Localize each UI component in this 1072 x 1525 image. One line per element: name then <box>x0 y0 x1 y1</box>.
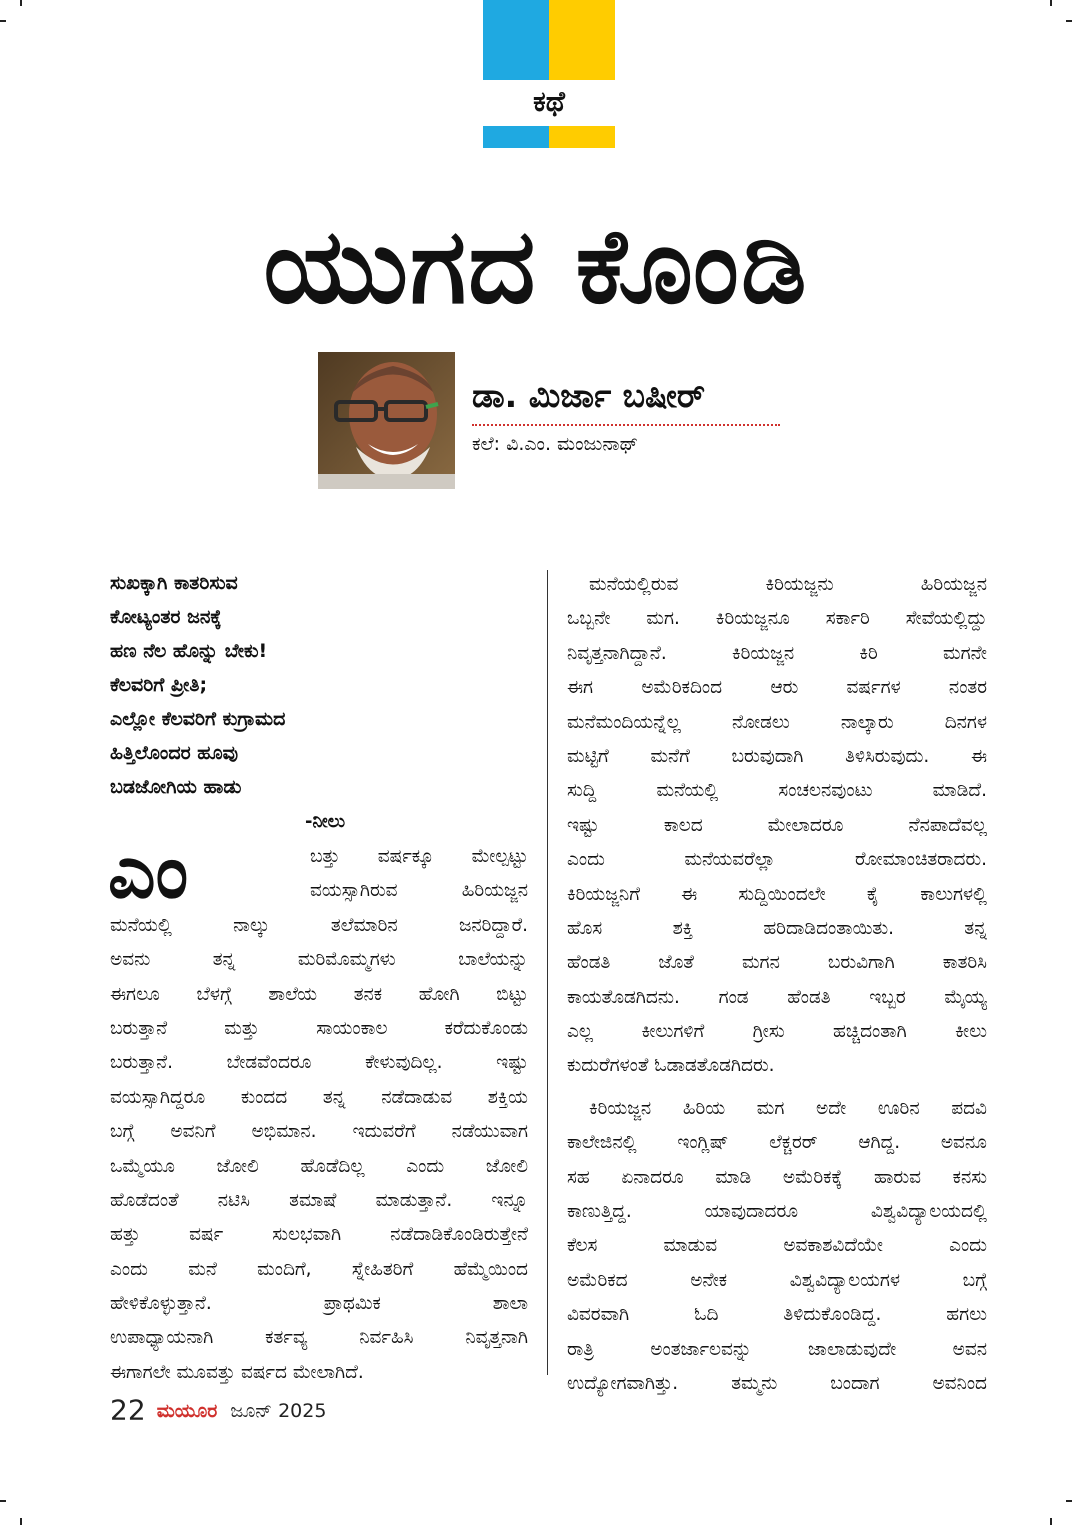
body-line: ಬರುತ್ತಾನೆ. ಬೇಡವೆಂದರೂ ಕೇಳುವುದಿಲ್ಲ. ಇಷ್ಟು <box>110 1052 528 1074</box>
body-line: ವಯಸ್ಸಾಗಿರುವ ಹಿರಿಯಜ್ಜನ <box>310 880 528 902</box>
body-line: ನಿವೃತ್ತನಾಗಿದ್ದಾನೆ. ಕಿರಿಯಜ್ಜನ ಕಿರಿ ಮಗನೇ <box>567 642 987 664</box>
body-line: ಬಗ್ಗೆ ಅವನಿಗೆ ಅಭಿಮಾನ. ಇದುವರೆಗೆ ನಡೆಯುವಾಗ <box>110 1121 528 1143</box>
body-line: ಕಿರಿಯಜ್ಜನಿಗೆ ಈ ಸುದ್ದಿಯಿಂದಲೇ ಕೈ ಕಾಲುಗಳಲ್ಲಿ <box>567 883 987 905</box>
page-number: 22 <box>110 1393 146 1427</box>
body-line: ವಯಸ್ಸಾಗಿದ್ದರೂ ಕುಂದದ ತನ್ನ ನಡೆದಾಡುವ ಶಕ್ತಿಯ <box>110 1086 528 1108</box>
tag-color-block-yellow <box>549 0 615 80</box>
body-line: ಕಾಲೇಜಿನಲ್ಲಿ ಇಂಗ್ಲಿಷ್ ಲೆಕ್ಚರರ್ ಆಗಿದ್ದ. ಅವನೂ <box>567 1132 987 1154</box>
poem-line: ಬಡಜೋಗಿಯ ಹಾಡು <box>110 776 242 798</box>
body-line: ರಾತ್ರಿ ಅಂತರ್ಜಾಲವನ್ನು ಜಾಲಾಡುವುದೇ ಅವನ <box>567 1338 987 1360</box>
story-title: ಯುಗದ ಕೊಂಡಿ <box>263 205 809 327</box>
body-line: ಉದ್ಯೋಗವಾಗಿತ್ತು. ತಮ್ಮನು ಬಂದಾಗ ಅವನಿಂದ <box>567 1372 987 1394</box>
paragraph-gap <box>567 1084 987 1092</box>
body-line: ಸುದ್ದಿ ಮನೆಯಲ್ಲಿ ಸಂಚಲನವುಂಟು ಮಾಡಿದೆ. <box>567 780 987 802</box>
author-name: ಡಾ. ಮಿರ್ಜಾ ಬಷೀರ್ <box>472 376 706 415</box>
body-line: ಬರುತ್ತಾನೆ ಮತ್ತು ಸಾಯಂಕಾಲ ಕರೆದುಕೊಂಡು <box>110 1017 528 1039</box>
crop-mark-bottom-left-v <box>20 1518 22 1525</box>
article-right-column <box>567 568 987 1401</box>
body-line: ವಿವರವಾಗಿ ಓದಿ ತಿಳಿದುಕೊಂಡಿದ್ದ. ಹಗಲು <box>567 1304 987 1326</box>
poem-line: ಕೋಟ್ಯಂತರ ಜನಕ್ಕೆ <box>110 606 222 628</box>
crop-mark-bottom-right-v <box>1050 1518 1052 1525</box>
section-tag <box>483 0 615 150</box>
body-line: ಹತ್ತು ವರ್ಷ ಸುಲಭವಾಗಿ ನಡೆದಾಡಿಕೊಂಡಿರುತ್ತೇನೆ <box>110 1224 528 1246</box>
body-line: ಎಂದು ಮನೆ ಮಂದಿಗೆ, ಸ್ನೇಹಿತರಿಗೆ ಹೆಮ್ಮೆಯಿಂದ <box>110 1258 528 1280</box>
tag-bar-yellow <box>549 126 615 148</box>
drop-cap: ಎಂ <box>108 829 189 915</box>
body-line: ಕಿರಿಯಜ್ಜನ ಹಿರಿಯ ಮಗ ಅದೇ ಊರಿನ ಪದವಿ <box>589 1097 987 1119</box>
body-line: ಕಾಯತೊಡಗಿದನು. ಗಂಡ ಹೆಂಡತಿ ಇಬ್ಬರ ಮೈಯ್ಯ <box>567 986 987 1008</box>
body-line: ಒಬ್ಬನೇ ಮಗ. ಕಿರಿಯಜ್ಜನೂ ಸರ್ಕಾರಿ ಸೇವೆಯಲ್ಲಿದ್ದು <box>567 608 987 630</box>
body-line: ಹೊಡೆದಂತೆ ನಟಿಸಿ ತಮಾಷೆ ಮಾಡುತ್ತಾನೆ. ಇನ್ನೂ <box>110 1189 528 1211</box>
issue-date: ಜೂನ್ 2025 <box>230 1399 327 1422</box>
section-tag-label: ಕಥೆ <box>533 85 565 118</box>
poem-line: ಕೆಲವರಿಗೆ ಪ್ರೀತಿ; <box>110 674 208 696</box>
crop-mark-bottom-right <box>1066 1500 1072 1502</box>
page-footer <box>110 1392 326 1429</box>
poem-line: ಸುಖಕ್ಕಾಗಿ ಕಾತರಿಸುವ <box>110 572 238 594</box>
body-line: ಬತ್ತು ವರ್ಷಕ್ಕೂ ಮೇಲ್ಪಟ್ಟು <box>310 846 528 867</box>
crop-mark-top-left <box>0 20 6 22</box>
epigraph-poem <box>110 566 540 804</box>
article-left-column <box>110 840 528 1390</box>
body-line: ಮಟ್ಟಿಗೆ ಮನೆಗೆ ಬರುವುದಾಗಿ ತಿಳಿಸಿರುವುದು. ಈ <box>567 745 987 767</box>
poem-line: ಹಣ ನೆಲ ಹೊನ್ನು ಬೇಕು! <box>110 640 268 662</box>
body-line: ಅಮೆರಿಕದ ಅನೇಕ ವಿಶ್ವವಿದ್ಯಾಲಯಗಳ ಬಗ್ಗೆ <box>567 1269 987 1291</box>
crop-mark-top-left-v <box>20 0 22 6</box>
body-line: ಎಲ್ಲ ಕೀಲುಗಳಿಗೆ ಗ್ರೀಸು ಹಚ್ಚಿದಂತಾಗಿ ಕೀಲು <box>567 1021 987 1043</box>
author-portrait-image <box>318 352 455 489</box>
magazine-name: ಮಯೂರ <box>156 1399 218 1422</box>
body-line: ಕೆಲಸ ಮಾಡುವ ಅವಕಾಶವಿದೆಯೇ ಎಂದು <box>567 1235 987 1257</box>
column-divider <box>547 570 548 1375</box>
poem-credit: -ನೀಲು <box>305 811 346 832</box>
body-line: ಹೇಳಿಕೊಳ್ಳುತ್ತಾನೆ. ಪ್ರಾಥಮಿಕ ಶಾಲಾ <box>110 1293 528 1315</box>
body-line: ಅವನು ತನ್ನ ಮರಿಮೊಮ್ಮಗಳು ಬಾಲೆಯನ್ನು <box>110 949 528 971</box>
crop-mark-top-right-v <box>1050 0 1052 6</box>
body-line: ಸಹ ಏನಾದರೂ ಮಾಡಿ ಅಮೆರಿಕಕ್ಕೆ ಹಾರುವ ಕನಸು <box>567 1166 987 1188</box>
body-line: ಈಗಲೂ ಬೆಳಗ್ಗೆ ಶಾಲೆಯ ತನಕ ಹೋಗಿ ಬಿಟ್ಟು <box>110 983 528 1005</box>
poem-line: ಹಿತ್ತಿಲೊಂದರ ಹೂವು <box>110 742 239 764</box>
author-divider <box>472 424 780 426</box>
tag-bar-blue <box>483 126 549 148</box>
body-line: ಹೆಂಡತಿ ಜೊತೆ ಮಗನ ಬರುವಿಗಾಗಿ ಕಾತರಿಸಿ <box>567 952 987 974</box>
body-line: ಮನೆಯಲ್ಲಿರುವ ಕಿರಿಯಜ್ಜನು ಹಿರಿಯಜ್ಜನ <box>589 574 987 595</box>
crop-mark-top-right <box>1066 20 1072 22</box>
body-line: ಉಪಾಧ್ಯಾಯನಾಗಿ ಕರ್ತವ್ಯ ನಿರ್ವಹಿಸಿ ನಿವೃತ್ತನಾಗಿ <box>110 1327 528 1349</box>
body-line: ಈಗಾಗಲೇ ಮೂವತ್ತು ವರ್ಷದ ಮೇಲಾಗಿದೆ. <box>110 1361 364 1383</box>
body-line: ಕಾಣುತ್ತಿದ್ದ. ಯಾವುದಾದರೂ ವಿಶ್ವವಿದ್ಯಾಲಯದಲ್ಲಿ <box>567 1201 987 1223</box>
tag-color-block-blue <box>483 0 549 80</box>
body-line: ಮನೆಮಂದಿಯನ್ನೆಲ್ಲ ನೋಡಲು ನಾಲ್ಕಾರು ದಿನಗಳ <box>567 711 987 733</box>
body-line: ಎಂದು ಮನೆಯವರೆಲ್ಲಾ ರೋಮಾಂಚಿತರಾದರು. <box>567 849 987 871</box>
crop-mark-bottom-left <box>0 1500 6 1502</box>
body-line: ಒಮ್ಮೆಯೂ ಜೋಲಿ ಹೊಡೆದಿಲ್ಲ ಎಂದು ಜೋಲಿ <box>110 1155 528 1177</box>
author-photo <box>318 352 455 489</box>
illustrator-credit: ಕಲೆ: ವಿ.ಎಂ. ಮಂಜುನಾಥ್ <box>472 433 639 455</box>
body-line: ಈಗ ಅಮೆರಿಕದಿಂದ ಆರು ವರ್ಷಗಳ ನಂತರ <box>567 677 987 699</box>
body-line: ಕುದುರೆಗಳಂತೆ ಓಡಾಡತೊಡಗಿದರು. <box>567 1055 775 1077</box>
poem-line: ಎಲ್ಲೋ ಕೆಲವರಿಗೆ ಕುಗ್ರಾಮದ <box>110 708 286 730</box>
body-line: ಹೊಸ ಶಕ್ತಿ ಹರಿದಾಡಿದಂತಾಯಿತು. ತನ್ನ <box>567 917 987 939</box>
body-line: ಮನೆಯಲ್ಲಿ ನಾಲ್ಕು ತಲೆಮಾರಿನ ಜನರಿದ್ದಾರೆ. <box>110 914 528 936</box>
body-line: ಇಷ್ಟು ಕಾಲದ ಮೇಲಾದರೂ ನೆನಪಾದೆವಲ್ಲ <box>567 814 987 836</box>
